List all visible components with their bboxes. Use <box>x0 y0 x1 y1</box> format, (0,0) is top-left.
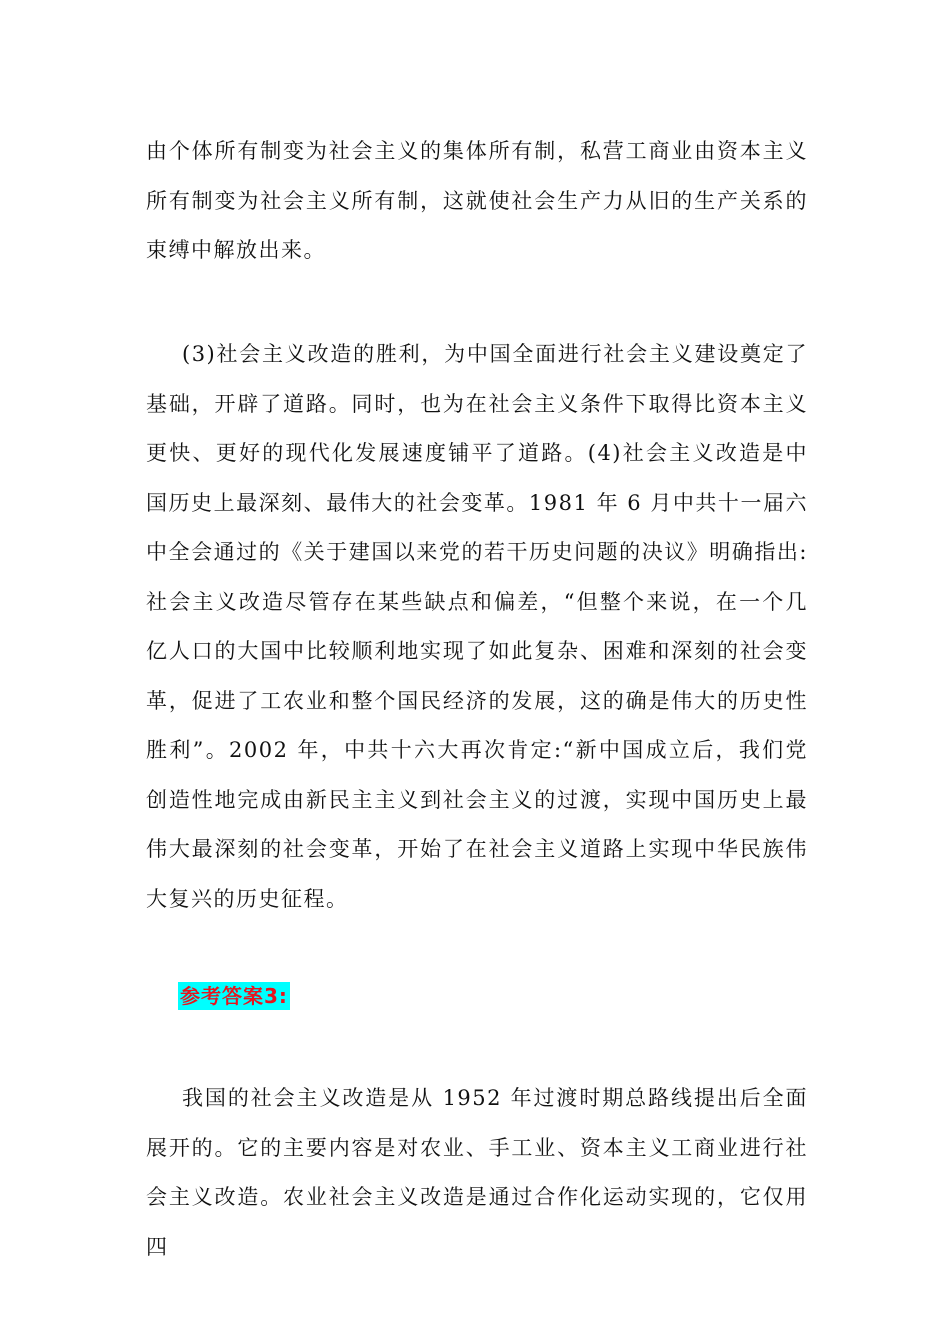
answer-heading: 参考答案3: <box>180 984 288 1008</box>
paragraph-ownership-transformation: 由个体所有制变为社会主义的集体所有制，私营工商业由资本主义所有制变为社会主义所有制，这就使社会生产力从旧的生产关系的束缚中解放出来。 <box>146 139 808 262</box>
paragraph-answer-3: 我国的社会主义改造是从 1952 年过渡时期总路线提出后全面展开的。它的主要内容是对农业、手工业、资本主义工商业进行社会主义改造。农业社会主义改造是通过合作化运动实现的，它仅用四 <box>146 1086 808 1259</box>
paragraph-significance: (3)社会主义改造的胜利，为中国全面进行社会主义建设奠定了基础，开辟了道路。同时，也为在社会主义条件下取得比资本主义更快、更好的现代化发展速度铺平了道路。(4)社会主义改造是中国历史上最深刻、最伟大的社会变革。1981 年 6 月中共十一届六中全会通过的《关于建国以来党的若干历史问题的决议》明确指出:社会主义改造尽管存在某些缺点和偏差，“但整个来说，在一个几亿人口的大国中比较顺利地实现了如此复杂、困难和深刻的社会变革，促进了工农业和整个国民经济的发展，这的确是伟大的历史性胜利”。2002 年，中共十六大再次肯定:“新中国成立后，我们党创造性地完成由新民主主义到社会主义的过渡，实现中国历史上最伟大最深刻的社会变革，开始了在社会主义道路上实现中华民族伟大复兴的历史征程。 <box>146 342 808 911</box>
